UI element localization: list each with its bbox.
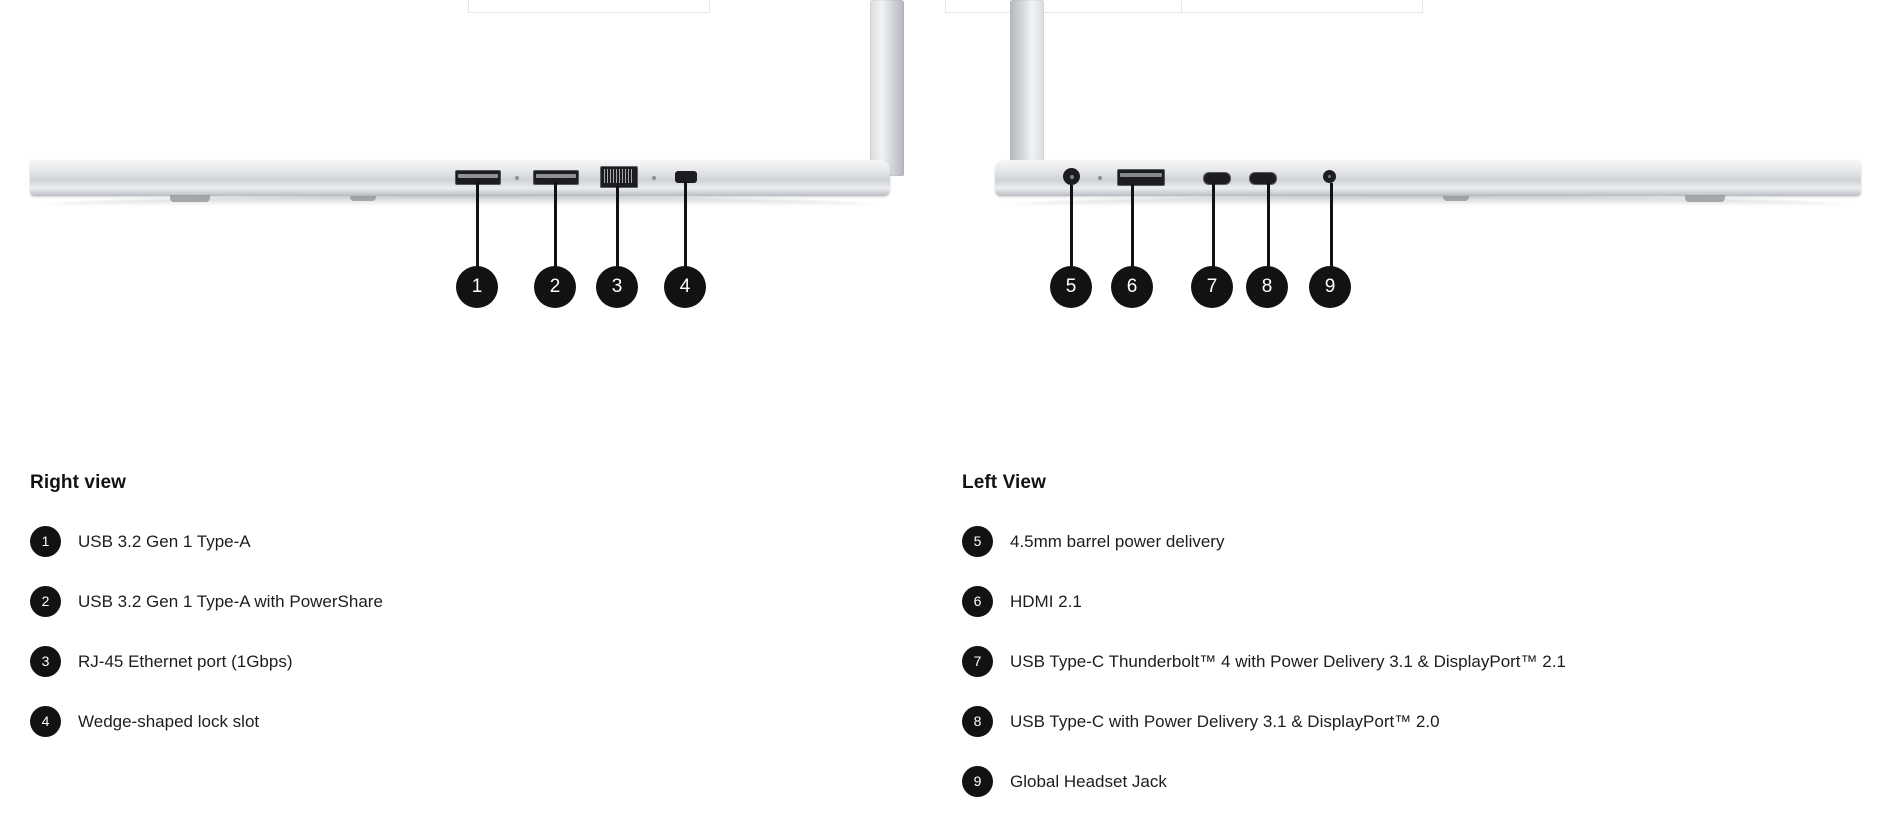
port-usb-c (1249, 172, 1277, 185)
laptop-foot-right-view (170, 195, 210, 202)
legend-number-badge: 7 (962, 646, 993, 677)
screen-crop-top-left-view (945, 0, 1182, 13)
port-indicator-led (1098, 176, 1102, 180)
legend-number-badge: 9 (962, 766, 993, 797)
legend-right-view-title: Right view (30, 472, 127, 493)
list-item (30, 586, 930, 617)
legend-item-label: USB 3.2 Gen 1 Type-A (78, 531, 251, 551)
port-indicator-led (652, 176, 656, 180)
callout-leader-8 (1267, 183, 1270, 272)
legend-number-badge: 8 (962, 706, 993, 737)
callout-leader-6 (1131, 184, 1134, 272)
laptop-left-view-image (995, 0, 1882, 297)
callout-leader-4 (684, 182, 687, 272)
legend-item-label: HDMI 2.1 (1010, 591, 1082, 611)
legend-number-badge: 6 (962, 586, 993, 617)
legend-number-badge: 3 (30, 646, 61, 677)
legend-number-badge: 5 (962, 526, 993, 557)
callout-bubble-6: 6 (1111, 266, 1153, 308)
laptop-foot-left-view (1685, 195, 1725, 202)
callout-bubble-1: 1 (456, 266, 498, 308)
legend-item-label: USB 3.2 Gen 1 Type-A with PowerShare (78, 591, 383, 611)
list-item (962, 646, 1862, 677)
callout-bubble-3: 3 (596, 266, 638, 308)
legend-item-label: USB Type-C with Power Delivery 3.1 & DisplayPort™ 2.0 (1010, 711, 1440, 731)
laptop-right-view-image (20, 0, 920, 297)
callout-leader-7 (1212, 183, 1215, 272)
callout-leader-5 (1070, 185, 1073, 272)
laptop-lid-left-view (1010, 0, 1044, 176)
laptop-foot-right-view (350, 196, 376, 201)
legend-right-view (30, 472, 930, 766)
list-item (962, 586, 1862, 617)
screen-crop-top-right-view (468, 0, 710, 13)
list-item (962, 706, 1862, 737)
list-item (962, 526, 1862, 557)
list-item (30, 706, 930, 737)
port-diagram-illustration (0, 0, 1882, 360)
list-item (962, 766, 1862, 797)
callout-bubble-9: 9 (1309, 266, 1351, 308)
callout-leader-2 (554, 182, 557, 272)
legend-left-view-title: Left View (962, 472, 1046, 493)
callout-bubble-5: 5 (1050, 266, 1092, 308)
legend-number-badge: 1 (30, 526, 61, 557)
port-barrel-power (1063, 168, 1080, 185)
legend-number-badge: 4 (30, 706, 61, 737)
list-item (30, 646, 930, 677)
screen-crop-top-left-view (1181, 0, 1423, 13)
callout-bubble-8: 8 (1246, 266, 1288, 308)
callout-bubble-7: 7 (1191, 266, 1233, 308)
callout-leader-1 (476, 182, 479, 272)
laptop-foot-left-view (1443, 196, 1469, 201)
port-headset-jack (1323, 170, 1336, 183)
legend-item-label: 4.5mm barrel power delivery (1010, 531, 1225, 551)
port-indicator-led (515, 176, 519, 180)
list-item (30, 526, 930, 557)
port-hdmi (1117, 169, 1165, 186)
port-rj45-ethernet (600, 166, 638, 188)
legend-left-view (962, 472, 1862, 826)
laptop-base-shadow-right-view (40, 196, 880, 206)
callout-leader-3 (616, 186, 619, 272)
legend-item-label: RJ-45 Ethernet port (1Gbps) (78, 651, 293, 671)
legend-item-label: Wedge-shaped lock slot (78, 711, 260, 731)
legend-item-label: USB Type-C Thunderbolt™ 4 with Power Delivery 3.1 & DisplayPort™ 2.1 (1010, 651, 1566, 671)
port-usb-c-thunderbolt (1203, 172, 1231, 185)
legend-number-badge: 2 (30, 586, 61, 617)
legend-item-label: Global Headset Jack (1010, 771, 1167, 791)
callout-bubble-4: 4 (664, 266, 706, 308)
callout-bubble-2: 2 (534, 266, 576, 308)
callout-leader-9 (1330, 183, 1333, 272)
laptop-lid-right-view (870, 0, 904, 176)
